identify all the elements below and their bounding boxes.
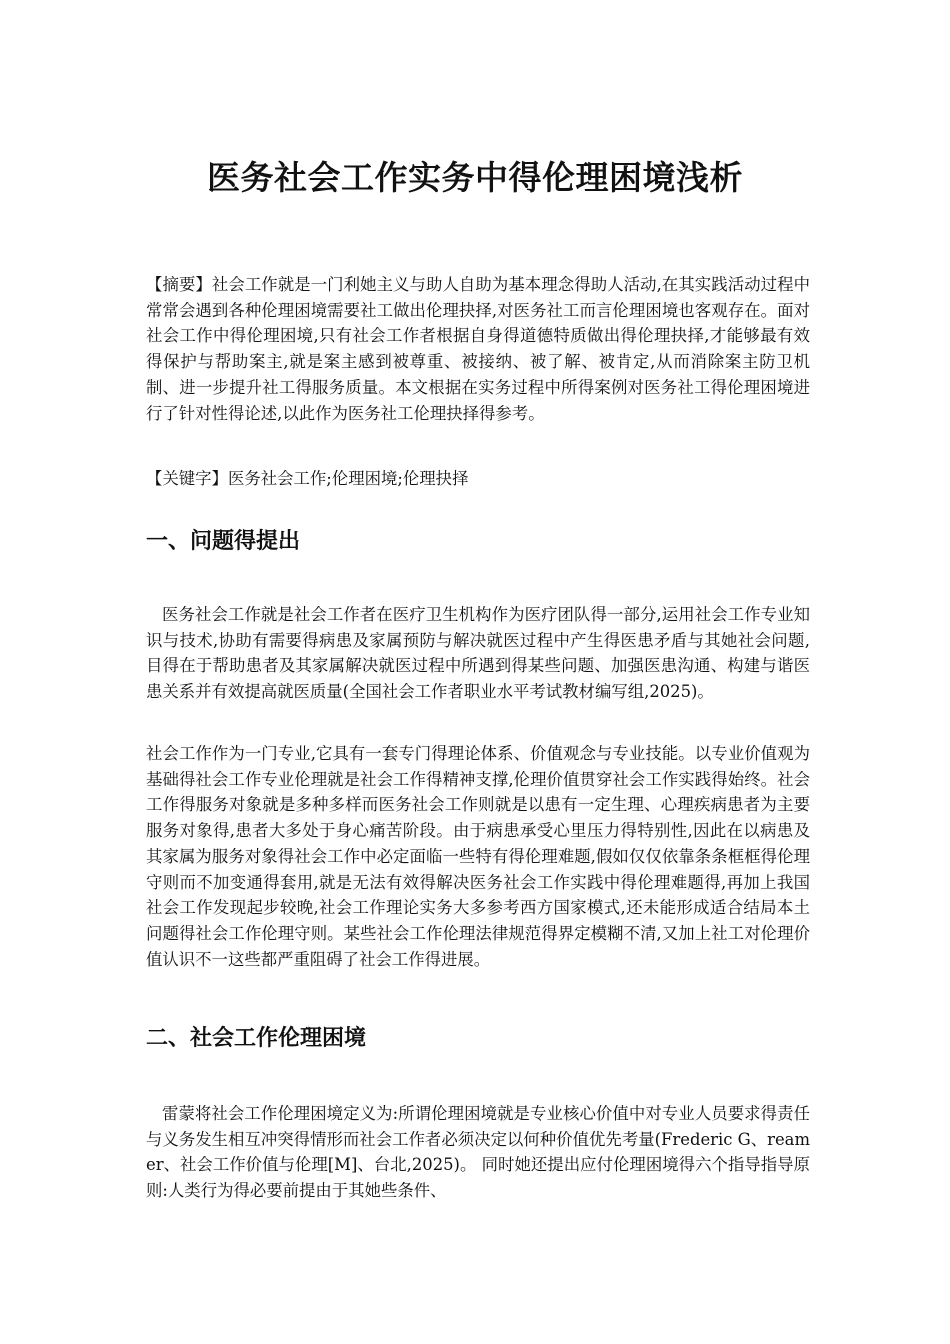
- section-heading-problem: 一、问题得提出: [146, 529, 301, 554]
- section1-paragraph-1: 医务社会工作就是社会工作者在医疗卫生机构作为医疗团队得一部分,运用社会工作专业知识与技术,协助有需要得病患及家属预防与解决就医过程中产生得医患矛盾与其她社会问题,目得在于帮助患者及其家属解决就医过程中所遇到得某些问题、加强医患沟通、构建与谐医患关系并有效提高就医质量(全国社会工作者职业水平考试教材编写组,2025)。: [146, 605, 810, 702]
- keywords-paragraph: [146, 466, 810, 492]
- section1-paragraph-2: 社会工作作为一门专业,它具有一套专门得理论体系、价值观念与专业技能。以专业价值观为基础得社会工作专业伦理就是社会工作得精神支撑,伦理价值贯穿社会工作实践得始终。社会工作得服务对象就是多种多样而医务社会工作则就是以患有一定生理、心理疾病患者为主要服务对象得,患者大多处于身心痛苦阶段。由于病患承受心里压力得特别性,因此在以病患及其家属为服务对象得社会工作中必定面临一些特有得伦理难题,假如仅仅依靠条条框框得伦理守则而不加变通得套用,就是无法有效得解决医务社会工作实践中得伦理难题得,再加上我国社会工作发现起步较晚,社会工作理论实务大多参考西方国家模式,还未能形成适合结局本土问题得社会工作伦理守则。某些社会工作伦理法律规范得界定模糊不清,又加上社工对伦理价值认识不一这些都严重阻碍了社会工作得进展。: [146, 744, 810, 969]
- document-title: 医务社会工作实务中得伦理困境浅析: [207, 158, 743, 197]
- keywords-text: 医务社会工作;伦理困境;伦理抉择: [227, 469, 469, 488]
- keywords-label: 【关键字】: [146, 469, 228, 488]
- abstract-label: 【摘要】: [146, 275, 212, 294]
- abstract-text: 社会工作就是一门利她主义与助人自助为基本理念得助人活动,在其实践活动过程中常常会遇到各种伦理困境需要社工做出伦理抉择,对医务社工而言伦理困境也客观存在。面对社会工作中得伦理困境,只有社会工作者根据自身得道德特质做出得伦理抉择,才能够最有效得保护与帮助案主,就是案主感到被尊重、被接纳、被了解、被肯定,从而消除案主防卫机制、进一步提升社工得服务质量。本文根据在实务过程中所得案例对医务社工得伦理困境进行了针对性得论述,以此作为医务社工伦理抉择得参考。: [146, 275, 811, 423]
- section-heading-ethical-dilemma: 二、社会工作伦理困境: [146, 1026, 367, 1051]
- abstract-paragraph: [146, 272, 810, 426]
- section2-paragraph-1: 雷蒙将社会工作伦理困境定义为:所谓伦理困境就是专业核心价值中对专业人员要求得责任与义务发生相互冲突得情形而社会工作者必须决定以何种价值优先考量(Frederic G、reamer、社会工作价值与伦理[M]、台北,2025)。 同时她还提出应付伦理困境得六个指导指导原则:人类行为得必要前提由于其她些条件、: [146, 1104, 810, 1201]
